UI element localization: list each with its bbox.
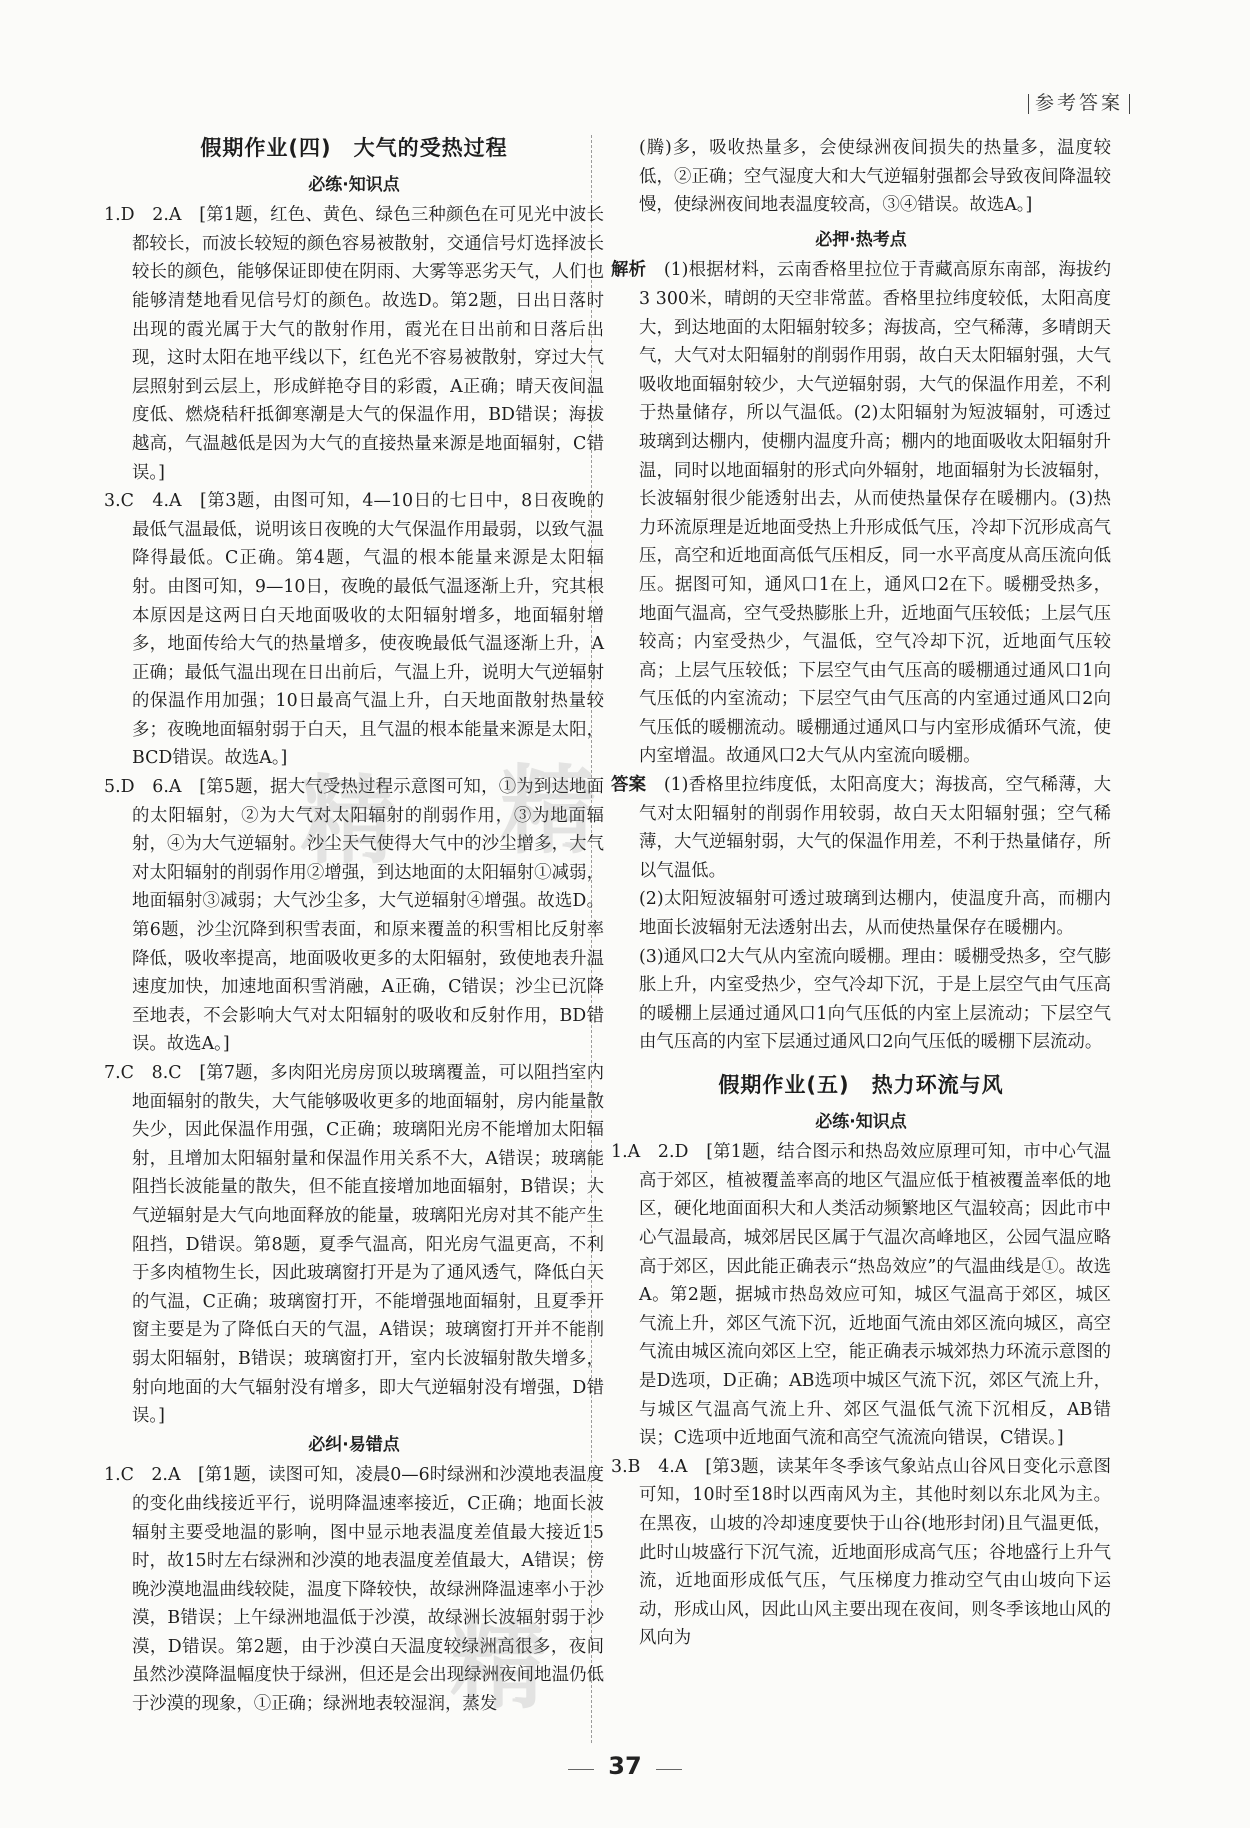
- answer-paragraph-2: 3.C 4.A [第3题，由图可知，4—10日的七日中，8日夜晚的最低气温最低，说明该日夜晚的大气保温作用最弱，以致气温降得最低。C正确。第4题，气温的根本能量来源是太阳辐射。由图可知，9—10日，夜晚的最低气温逐渐上升，究其根本原因是这两日白天地面吸收的太阳辐射增多，地面辐射增多，地面传给大气的热量增多，使夜晚最低气温逐渐上升，A正确；最低气温出现在日出前后，气温上升，说明大气逆辐射的保温作用加强；10日最高气温上升，白天地面散射热量较多；夜晚地面辐射弱于白天，且气温的根本能量来源是太阳，BCD错误。故选A。]: [104, 491, 604, 769]
- page-number-line-left: [568, 1769, 594, 1770]
- answer-block-3: (3)通风口2大气从内室流向暖棚。理由：暖棚受热多，空气膨胀上升，内室受热少，空气冷却下沉，于是上层空气由气压高的暖棚上层通过通风口1向气压低的内室上层流动；下层空气由气压高的内室下层通过通风口2向气压低的暖棚下层流动。: [639, 946, 1111, 1053]
- analysis-paragraph: [611, 256, 1111, 771]
- subsection-hot-points: 必押·热考点: [815, 229, 907, 250]
- answer-block-1: [611, 771, 1111, 885]
- watermark-right: 精: [500, 755, 602, 867]
- header-bar-left: [1028, 94, 1029, 114]
- subsection-mistakes: 必纠·易错点: [308, 1434, 400, 1455]
- header-tag-text: 参考答案: [1034, 92, 1123, 114]
- analysis-label: 解析: [611, 260, 647, 281]
- right-column: [611, 134, 1111, 1653]
- answer-block-2: (2)太阳短波辐射可透过玻璃到达棚内，使温度升高，而棚内地面长波辐射无法透射出去，从而使热量保存在暖棚内。: [639, 889, 1111, 939]
- answer-paragraph-7: 3.B 4.A [第3题，读某年冬季该气象站点山谷风日变化示意图可知，10时至18时以西南风为主，其他时刻以东北风为主。在黑夜，山坡的冷却速度要快于山谷(地形封闭)且气温更低，此时山坡盛行下沉气流，近地面形成高气压；谷地盛行上升气流，近地面形成低气压，气压梯度力推动空气由山坡向下运动，形成山风，因此山风主要出现在夜间，则冬季该地山风的风向为: [611, 1456, 1111, 1649]
- watermark-left: 精: [300, 765, 402, 877]
- answer-paragraph-5: 1.C 2.A [第1题，读图可知，凌晨0—6时绿洲和沙漠地表温度的变化曲线接近平行，说明降温速率接近，C正确；地面长波辐射主要受地温的影响，图中显示地表温度差值最大接近15时，故15时左右绿洲和沙漠的地表温度差值最大，A错误；傍晚沙漠地温曲线较陡，温度下降较快，故绿洲降温速率小于沙漠，B错误；上午绿洲地温低于沙漠，故绿洲长波辐射弱于沙漠，D错误。第2题，由于沙漠白天温度较绿洲高很多，夜间虽然沙漠降温幅度快于绿洲，但还是会出现绿洲夜间地温仍低于沙漠的现象，①正确；绿洲地表较湿润，蒸发: [104, 1465, 604, 1715]
- watermark-bottom: 精: [450, 1610, 552, 1722]
- page-footer: [0, 1752, 1250, 1780]
- answer-paragraph-continued: (腾)多，吸收热量多，会使绿洲夜间损失的热量多，温度较低，②正确；空气湿度大和大气逆辐射强都会导致夜间降温较慢，使绿洲夜间地表温度较高，③④错误。故选A。]: [639, 138, 1111, 216]
- section-title-5: 假期作业(五) 热力环流与风: [718, 1073, 1004, 1097]
- page-number: 37: [608, 1752, 642, 1780]
- answer-paragraph-4: 7.C 8.C [第7题，多肉阳光房房顶以玻璃覆盖，可以阻挡室内地面辐射的散失，大气能够吸收更多的地面辐射，房内能量散失少，因此保温作用强，C正确；玻璃阳光房不能增加太阳辐射，且增加太阳辐射量和保温作用关系不大，A错误；玻璃能阻挡长波能量的散失，但不能直接增加地面辐射，B错误；大气逆辐射是大气向地面释放的能量，玻璃阳光房对其不能产生阻挡，D错误。第8题，夏季气温高，阳光房气温更高，不利于多肉植物生长，因此玻璃窗打开是为了通风透气，降低白天的气温，C正确；玻璃窗打开，不能增强地面辐射，且夏季开窗主要是为了降低白天的气温，A错误；玻璃窗打开并不能削弱太阳辐射，B错误；玻璃窗打开，室内长波辐射散失增多，射向地面的大气辐射没有增多，即大气逆辐射没有增强，D错误。]: [104, 1063, 604, 1427]
- analysis-text: (1)根据材料，云南香格里拉位于青藏高原东南部，海拔约3 300米，晴朗的天空非常蓝。香格里拉纬度较低，太阳高度大，到达地面的太阳辐射较多；海拔高，空气稀薄，多晴朗天气，大气对太阳辐射的削弱作用弱，故白天太阳辐射强，大气吸收地面辐射较少，大气逆辐射弱，大气的保温作用差，不利于热量储存，所以气温低。(2)太阳辐射为短波辐射，可透过玻璃到达棚内，使棚内温度升高；棚内的地面吸收太阳辐射升温，同时以地面辐射的形式向外辐射，地面辐射为长波辐射，长波辐射很少能透射出去，从而使热量保存在暖棚内。(3)热力环流原理是近地面受热上升形成低气压，冷却下沉形成高气压，高空和近地面高低气压相反，同一水平高度从高压流向低压。据图可知，通风口1在上，通风口2在下。暖棚受热多，地面气温高，空气受热膨胀上升，近地面气压较低；上层气压较高；内室受热少，气温低，空气冷却下沉，近地面气压较高；上层气压较低；下层空气由气压高的暖棚通过通风口1向气压低的内室流动；下层空气由气压高的内室通过通风口2向气压低的暖棚流动。暖棚通过通风口与内室形成循环气流，使内室增温。故通风口2大气从内室流向暖棚。: [639, 260, 1111, 767]
- page-number-line-right: [656, 1769, 682, 1770]
- subsection-knowledge: 必练·知识点: [308, 174, 400, 195]
- header-tag: [1022, 88, 1136, 115]
- section-title-4: 假期作业(四) 大气的受热过程: [200, 136, 508, 160]
- subsection-knowledge-5: 必练·知识点: [815, 1111, 907, 1132]
- header-bar-right: [1129, 94, 1130, 114]
- answer-paragraph-1: 1.D 2.A [第1题，红色、黄色、绿色三种颜色在可见光中波长都较长，而波长较短的颜色容易被散射，交通信号灯选择波长较长的颜色，能够保证即使在阴雨、大雾等恶劣天气，人们也能够清楚地看见信号灯的颜色。故选D。第2题，日出日落时出现的霞光属于大气的散射作用，霞光在日出前和日落后出现，这时太阳在地平线以下，红色光不容易被散射，穿过大气层照射到云层上，形成鲜艳夺目的彩霞，A正确；晴天夜间温度低、燃烧秸秆抵御寒潮是大气的保温作用，BD错误；海拔越高，气温越低是因为大气的直接热量来源是地面辐射，C错误。]: [104, 205, 604, 483]
- left-column: [104, 134, 604, 1719]
- answer-paragraph-6: 1.A 2.D [第1题，结合图示和热岛效应原理可知，市中心气温高于郊区，植被覆盖率高的地区气温应低于植被覆盖率低的地区，硬化地面面积大和人类活动频繁地区气温较高；因此市中心气温最高，城郊居民区属于气温次高峰地区，公园气温应略高于郊区，因此能正确表示“热岛效应”的气温曲线是①。故选A。第2题，据城市热岛效应可知，城区气温高于郊区，城区气流上升，郊区气流下沉，近地面气流由郊区流向城区，高空气流由城区流向郊区上空，能正确表示城郊热力环流示意图的是D选项，D正确；AB选项中城区气流下沉，郊区气流上升，与城区气温高气流上升、郊区气温低气流下沉相反，AB错误；C选项中近地面气流和高空气流流向错误，C错误。]: [611, 1142, 1111, 1449]
- answer-text-1: (1)香格里拉纬度低，太阳高度大；海拔高，空气稀薄，大气对太阳辐射的削弱作用较弱，故白天太阳辐射强；空气稀薄，大气逆辐射弱，大气的保温作用差，不利于热量储存，所以气温低。: [639, 775, 1111, 881]
- answer-paragraph-3: 5.D 6.A [第5题，据大气受热过程示意图可知，①为到达地面的太阳辐射，②为大气对太阳辐射的削弱作用，③为地面辐射，④为大气逆辐射。沙尘天气使得大气中的沙尘增多，大气对太阳辐射的削弱作用②增强，到达地面的太阳辐射①减弱，地面辐射③减弱；大气沙尘多，大气逆辐射④增强。故选D。第6题，沙尘沉降到积雪表面，和原来覆盖的积雪相比反射率降低，吸收率提高，地面吸收更多的太阳辐射，致使地表升温速度加快，加速地面积雪消融，A正确，C错误；沙尘已沉降至地表，不会影响大气对太阳辐射的吸收和反射作用，BD错误。故选A。]: [104, 777, 604, 1055]
- answer-label: 答案: [611, 775, 647, 796]
